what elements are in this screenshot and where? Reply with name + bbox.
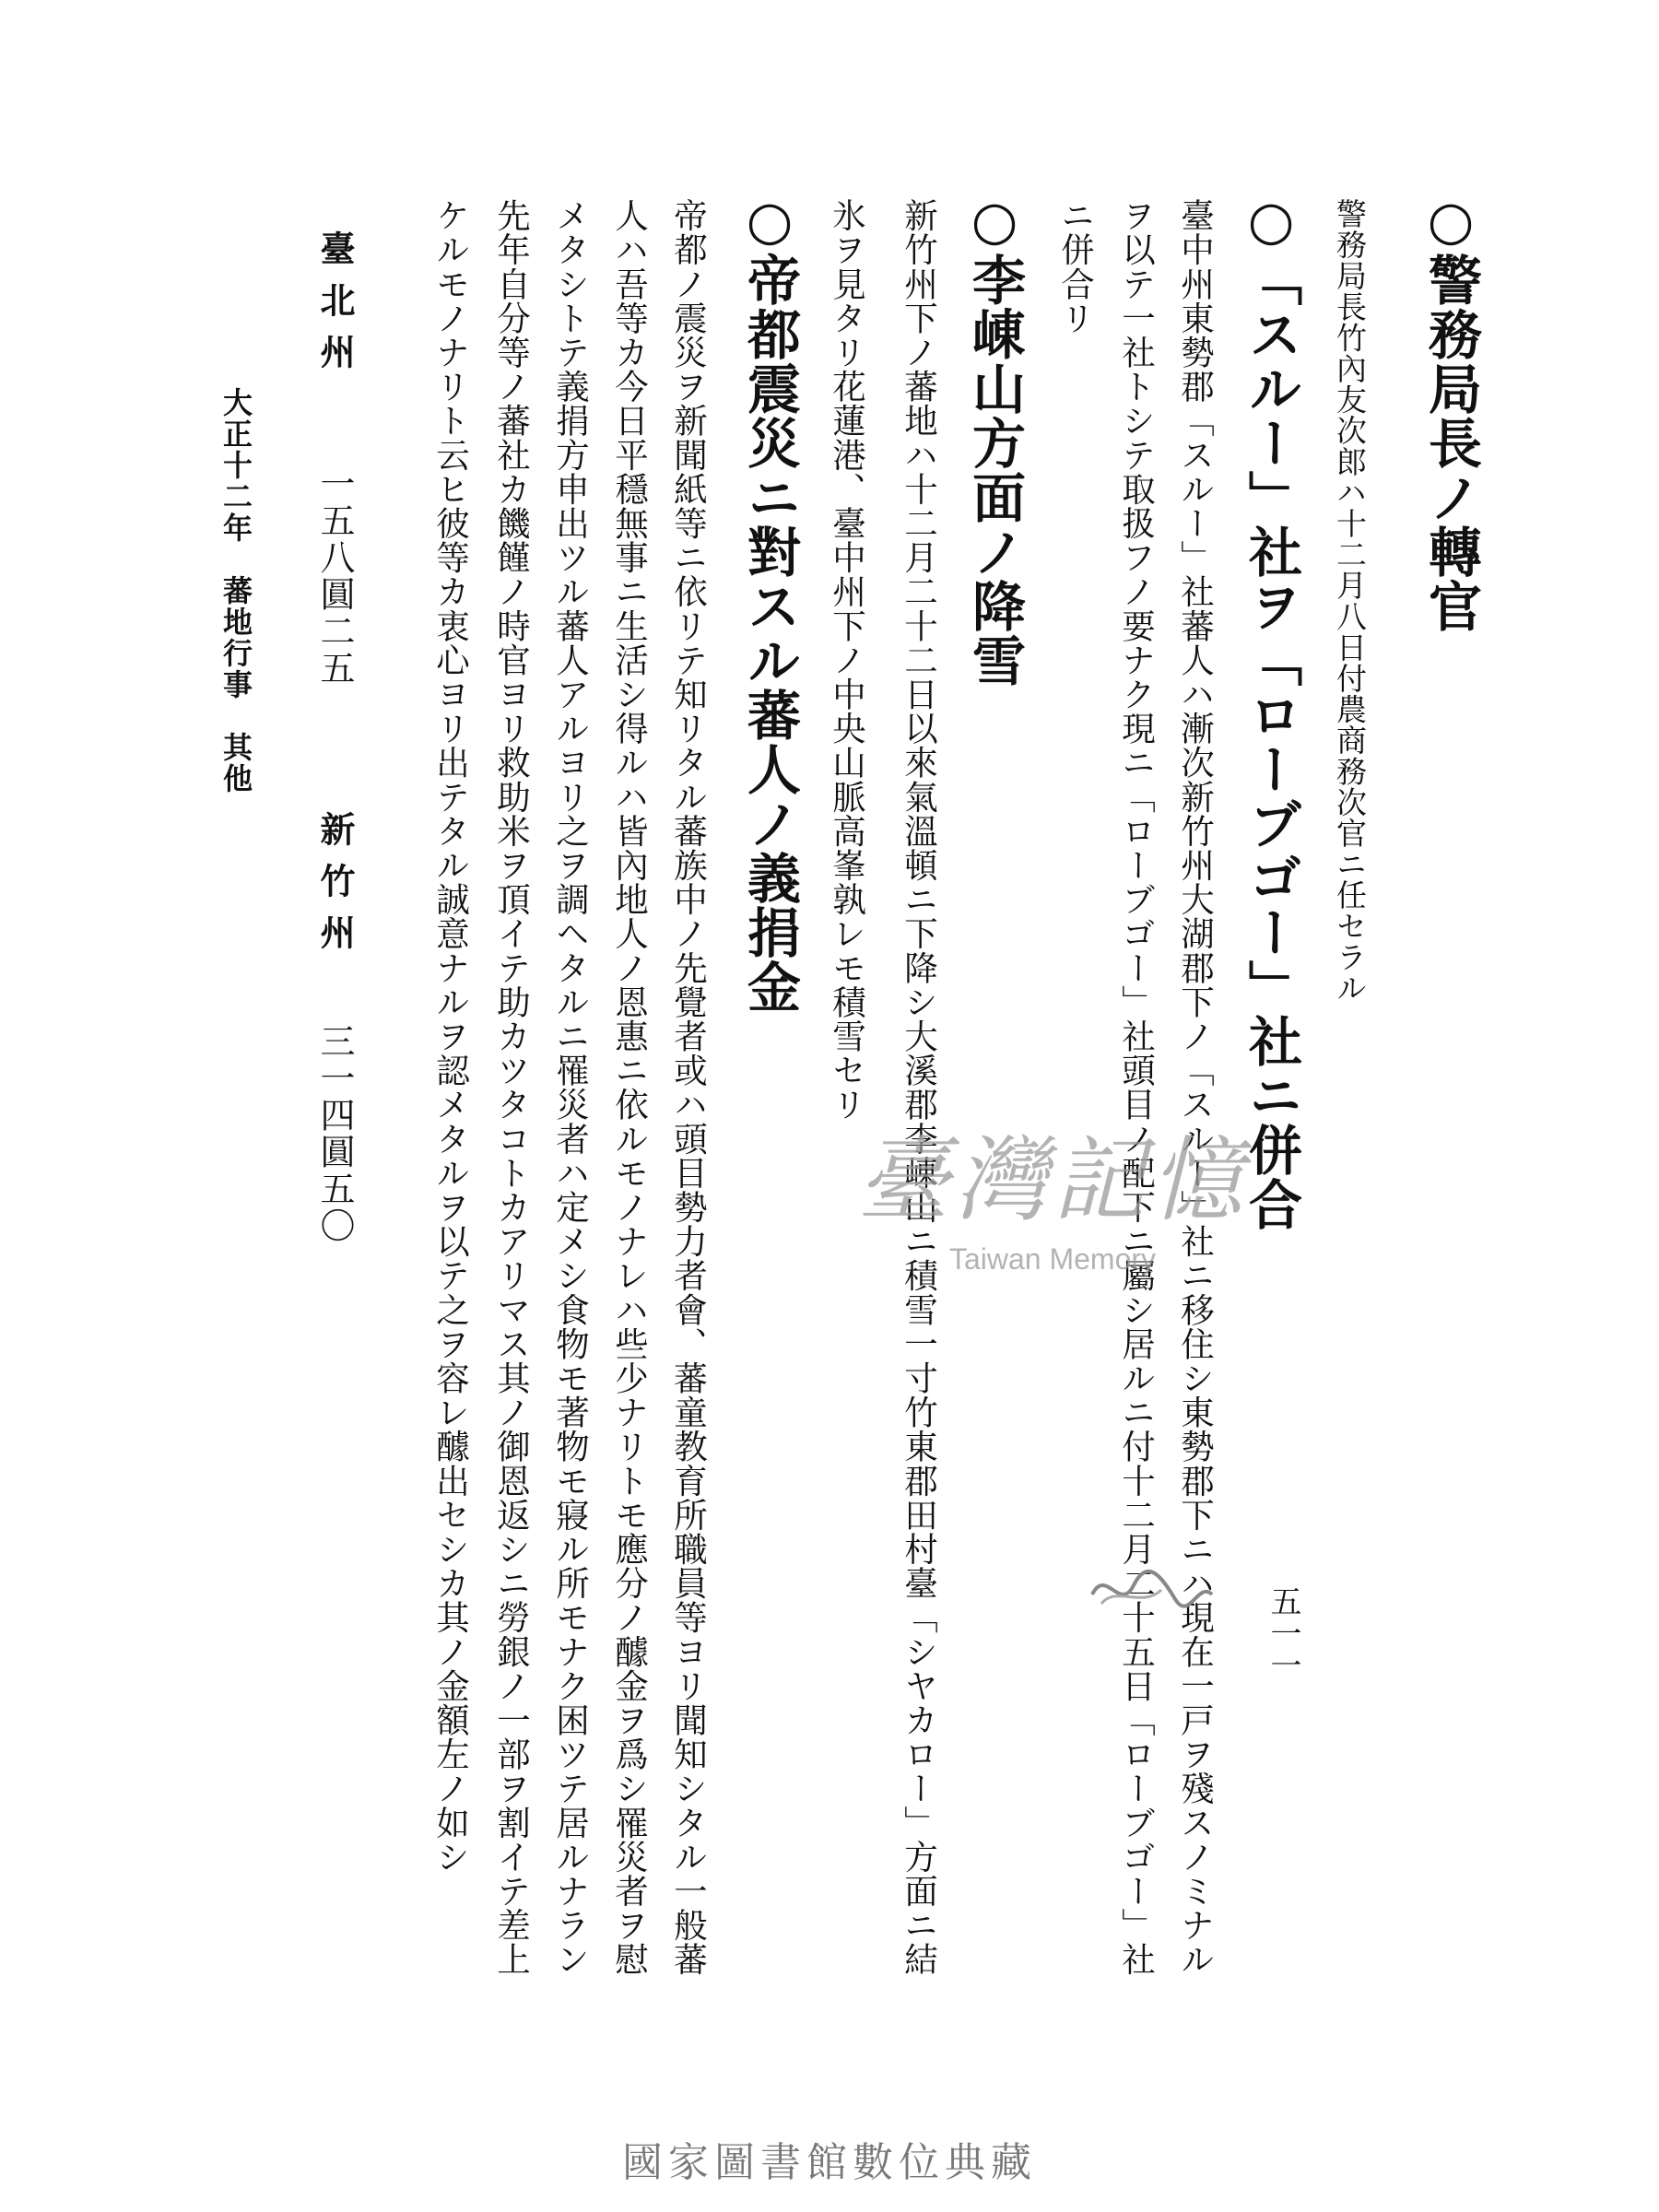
heading-teito-shinsai: ○帝都震災ニ對スル蕃人ノ義捐金 bbox=[738, 189, 801, 1014]
heading-ritosan-kosetsu: ○李崠山方面ノ降雪 bbox=[963, 189, 1026, 688]
body-teito-line-1: 帝都ノ震災ヲ新聞紙等ニ依リテ知リタル蕃族中ノ先覺者或ハ頭目勢力者會、蕃童教育所職員等ヨリ聞知シタル一般蕃 bbox=[668, 198, 709, 1977]
watermark-title: 臺灣記憶 bbox=[857, 1126, 1248, 1234]
body-teito-line-5: ケルモノナリト云ヒ彼等カ衷心ヨリ出テタル誠意ナルヲ認メタルヲ以テ之ヲ容レ醵出セシカ其ノ金額左ノ如シ bbox=[430, 198, 471, 1874]
body-suru-line-1: 臺中州東勢郡「スルー」社蕃人ハ漸次新竹州大湖郡下ノ「スルー」社ニ移住シ東勢郡下ニハ現在一戸ヲ殘スノミナル bbox=[1175, 198, 1216, 1977]
body-keimu-kyokucho: 警務局長竹內友次郎ハ十二月八日付農商務次官ニ任セラル bbox=[1332, 198, 1368, 1004]
scribble-mark bbox=[1088, 1558, 1217, 1622]
body-teito-line-3: メタシトテ義捐方申出ツル蕃人アルヨリ之ヲ調ヘタルニ罹災者ハ定メシ食物モ著物モ寢ル所モナク困ツテ居ルナラン bbox=[550, 198, 591, 1977]
library-footer: 國家圖書館數位典藏 bbox=[622, 2139, 1037, 2186]
donation-name-shinchiku: 新竹州 bbox=[314, 811, 356, 966]
body-ritosan-line-1: 新竹州下ノ蕃地ハ十二月二十二日以來氣溫頓ニ下降シ大溪郡李崠山ニ積雪一寸竹東郡田村臺「シヤカロー」方面ニ結 bbox=[899, 198, 939, 1977]
body-teito-line-2: 人ハ吾等カ今日平穩無事ニ生活シ得ルハ皆內地人ノ恩惠ニ依ルモノナレハ些少ナリトモ應分ノ醵金ヲ爲シ罹災者ヲ慰 bbox=[609, 198, 650, 1977]
body-teito-line-4: 先年自分等ノ蕃社カ饑饉ノ時官ヨリ救助米ヲ頂イテ助カツタコトカアリマス其ノ御恩返シニ勞銀ノ一部ヲ割イテ差上 bbox=[491, 198, 532, 1977]
body-suru-line-3: ニ併合リ bbox=[1055, 198, 1096, 335]
body-ritosan-line-2: 氷ヲ見タリ花蓮港、臺中州下ノ中央山脈高峯孰レモ積雪セリ bbox=[827, 198, 867, 1122]
donation-amount-taihoku: 一五八圓二五 bbox=[314, 465, 355, 687]
donation-name-taihoku: 臺北州 bbox=[314, 230, 356, 385]
donation-amount-shinchiku: 三一四圓五〇 bbox=[314, 1023, 355, 1244]
watermark bbox=[857, 1106, 1248, 1277]
page-number: 五一一 bbox=[1265, 1585, 1301, 1681]
heading-keimu-kyokucho: ○警務局長ノ轉官 bbox=[1419, 189, 1482, 633]
heading-suru-sha: ○「スルー」社ヲ「ローブゴー」社ニ併合 bbox=[1240, 189, 1302, 1231]
watermark-subtitle: Taiwan Memory bbox=[948, 1242, 1157, 1276]
running-footer: 大正十二年 蕃地行事 其他 bbox=[218, 387, 253, 794]
body-suru-line-2: ヲ以テ一社トシテ取扱フノ要ナク現ニ「ローブゴー」社頭目ノ配下ニ屬シ居ルニ付十二月二十五日「ローブゴー」社 bbox=[1116, 198, 1157, 1977]
